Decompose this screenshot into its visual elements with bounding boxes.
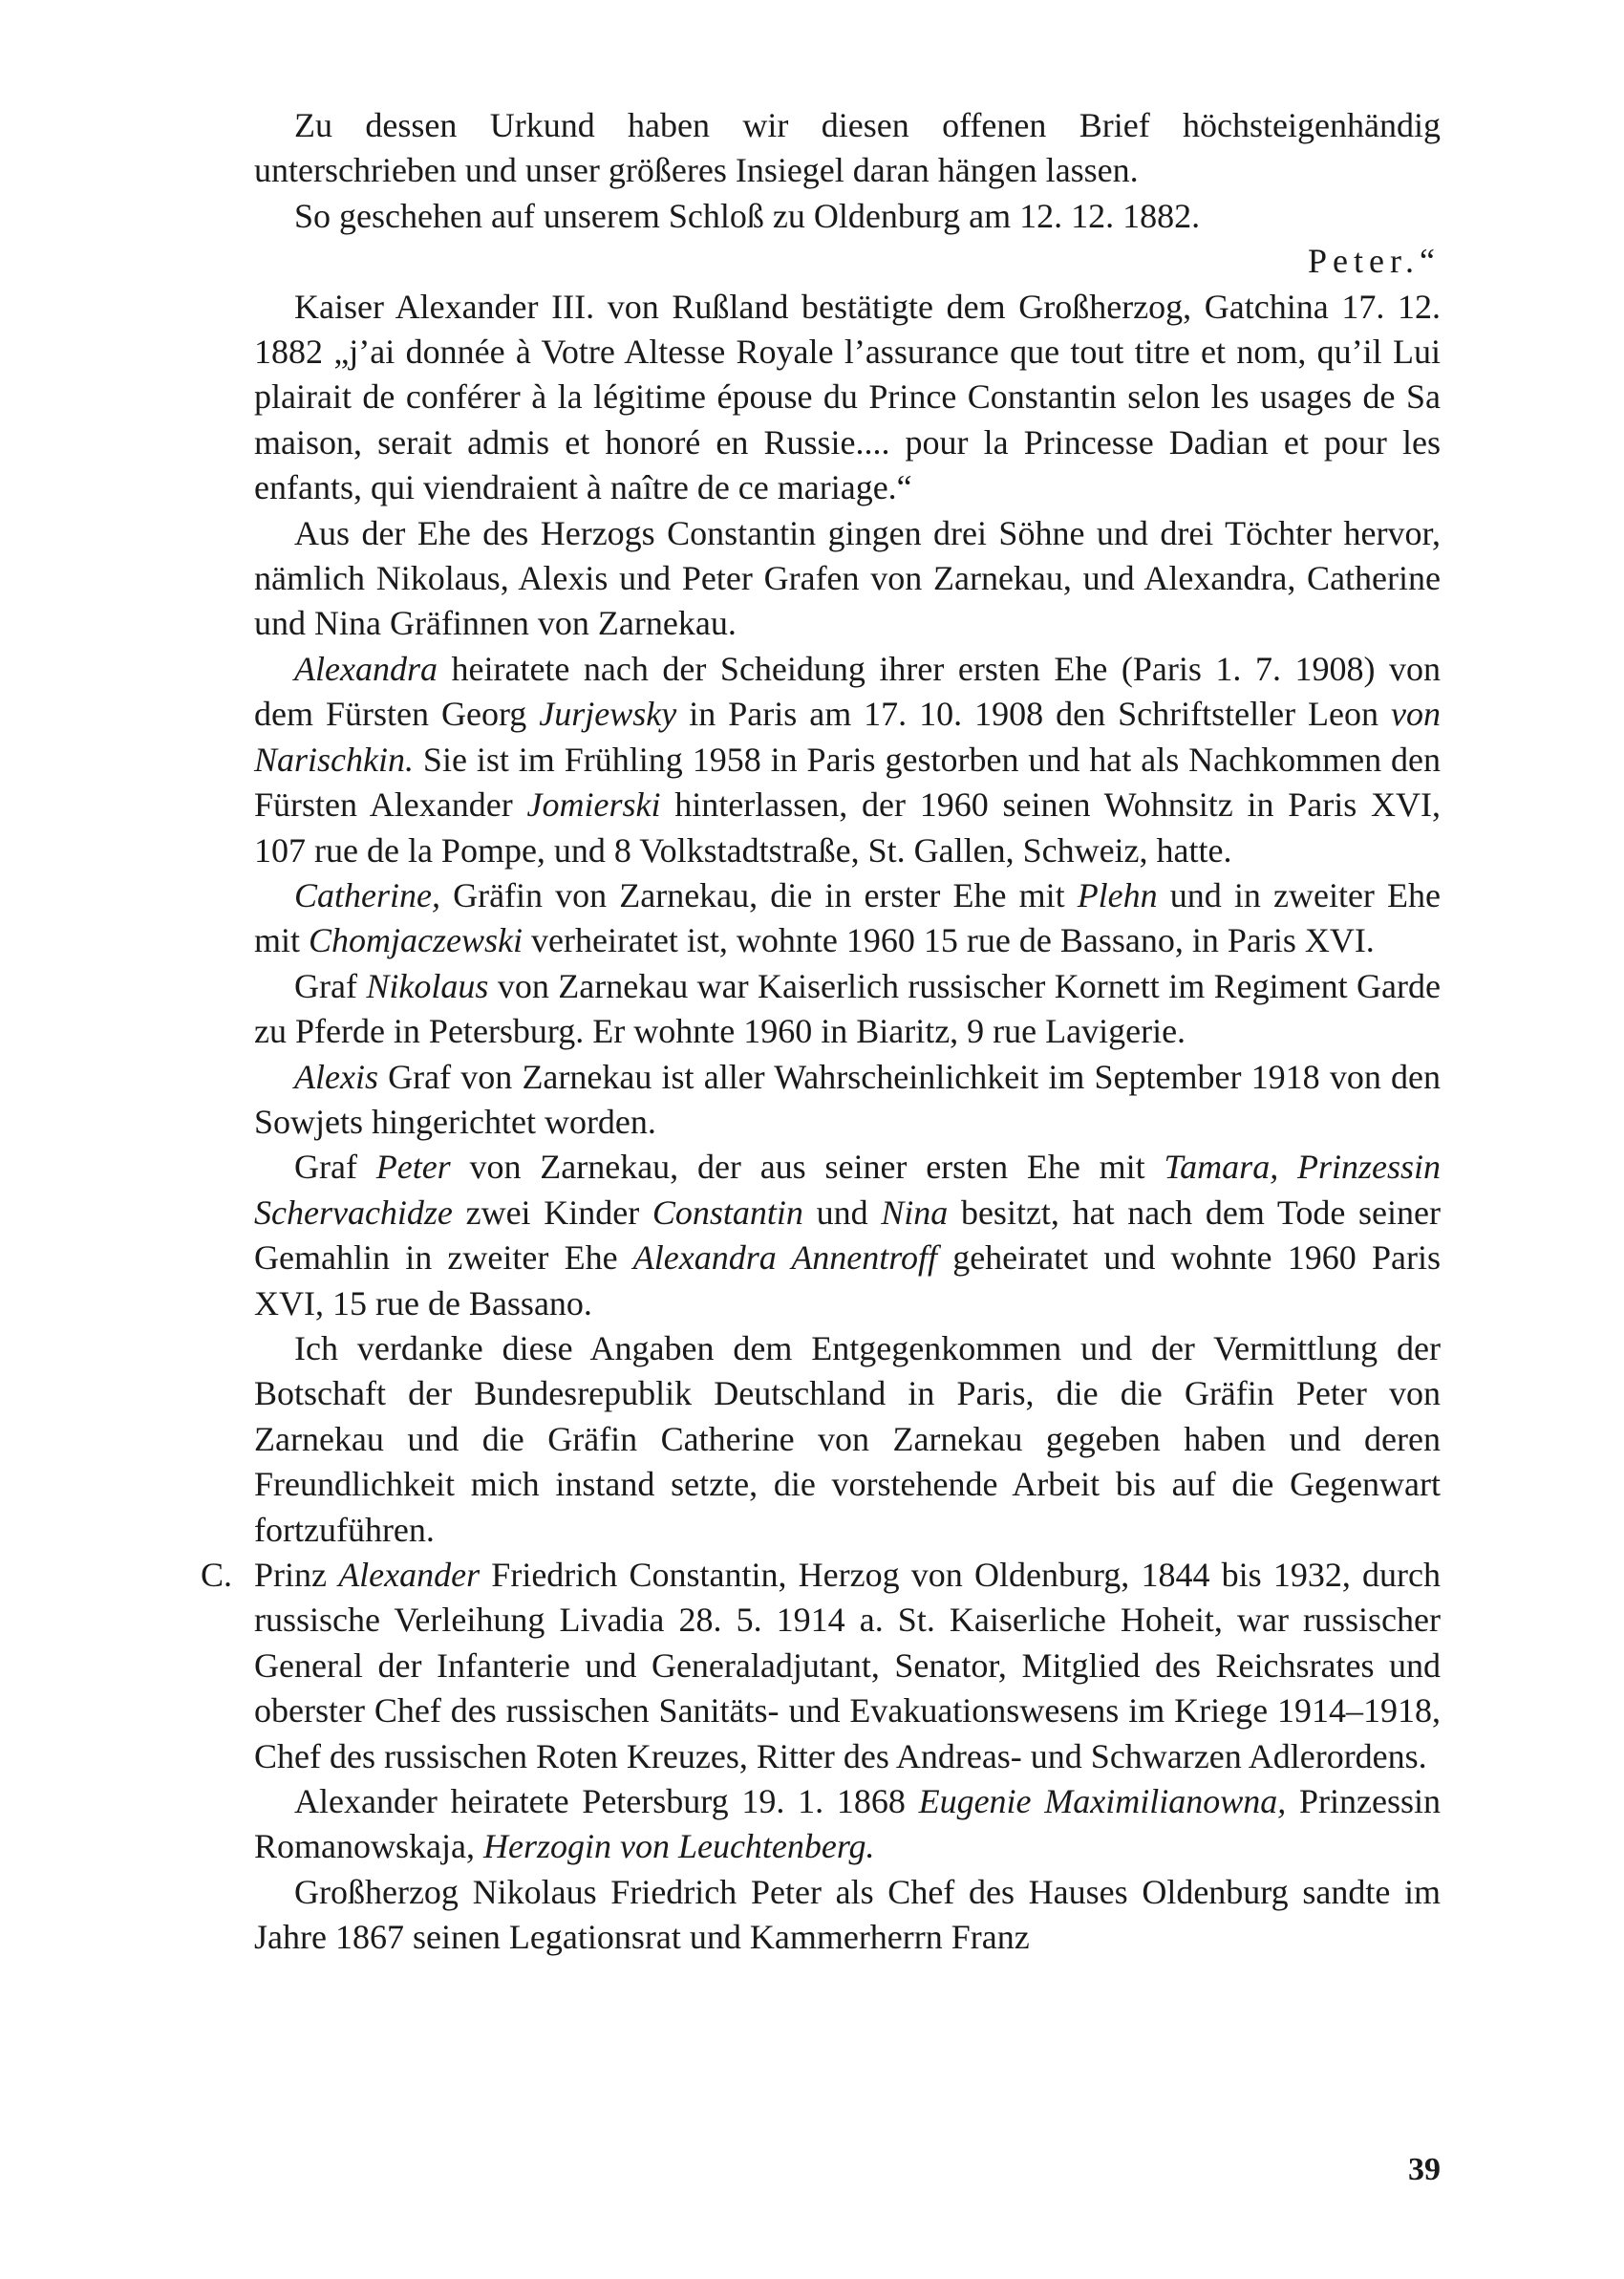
signature-line [254, 239, 1441, 284]
italic-name: Tamara, Prinzessin Schervachidze [254, 1148, 1441, 1232]
text-run: Zu dessen Urkund haben wir diesen offenen Brief höchsteigenhändig unterschrieben und unser größeres Insiegel daran hängen lassen. [254, 106, 1441, 190]
italic-name: Alexander [338, 1556, 481, 1594]
text-run: von Zarnekau, der aus seiner ersten Ehe mit [450, 1148, 1165, 1187]
italic-name: Nikolaus [366, 966, 489, 1005]
page-number: 39 [1408, 2152, 1441, 2187]
text-run: heiratete nach der Scheidung ihrer ersten Ehe (Paris 1. 7. 1908) von dem Fürsten Georg [254, 649, 1441, 734]
paragraph [254, 964, 1441, 1055]
text-run: besitzt, hat nach dem Tode seiner Gemahlin in zweiter Ehe [254, 1193, 1441, 1278]
text-run: Kaiser Alexander III. von Rußland bestätigte dem Großherzog, Gatchina 17. 12. 1882 „j’ai donnée à Votre Altesse Royale l’assurance que tout titre et nom, qu’il Lui plairait de conférer à la légitime épouse du Prince Constantin selon les usages de Sa maison, serait admis et honoré en Russie.... pour la Princesse Dadian et pour les enfants, qui viendraient à naître de ce mariage.“ [254, 287, 1441, 507]
italic-name: Jomierski [526, 785, 661, 825]
section-paragraph [201, 1553, 1442, 1779]
italic-name: Jurjewsky [539, 695, 677, 734]
text-run: Ich verdanke diese Angaben dem Entgegenkommen und der Vermittlung der Botschaft der Bundesrepublik Deutschland in Paris, die die Gräfin Peter von Zarnekau und die Gräfin Catherine von Zarnekau gegeben haben und deren Freundlichkeit mich instand setzte, die vorstehende Arbeit bis auf die Gegenwart fortzuführen. [254, 1328, 1441, 1549]
paragraph [254, 1145, 1441, 1326]
text-run: Aus der Ehe des Herzogs Constantin gingen drei Söhne und drei Töchter hervor, nämlich Nikolaus, Alexis und Peter Grafen von Zarnekau, und Alexandra, Catherine und Nina Gräfinnen von Zarnekau. [254, 513, 1441, 643]
text-run: Sie ist im Frühling 1958 in Paris gestorben und hat als Nachkommen den Fürsten Alexander [254, 740, 1441, 825]
italic-name: von Narischkin. [254, 695, 1442, 779]
italic-name: Alexandra [294, 649, 438, 688]
text-run: Graf [294, 966, 367, 1005]
italic-name: Chomjaczewski [309, 921, 523, 960]
italic-name: Eugenie Maximilianowna, [918, 1782, 1287, 1821]
paragraph [254, 194, 1441, 239]
text-run: Gräfin von Zarnekau, die in erster Ehe mit [439, 875, 1078, 914]
text-run: Großherzog Nikolaus Friedrich Peter als Chef des Hauses Oldenburg sandte im Jahre 1867 seinen Legationsrat und Kammerherrn Franz [254, 1872, 1441, 1957]
text-run: So geschehen auf unserem Schloß zu Oldenburg am 12. 12. 1882. [294, 196, 1201, 235]
text-run: Peter.“ [1308, 242, 1441, 281]
text-run: Prinzessin Romanowskaja, [254, 1782, 1441, 1866]
text-run: Graf von Zarnekau ist aller Wahrscheinlichkeit im September 1918 von den Sowjets hingerichtet worden. [254, 1057, 1441, 1141]
italic-name: Alexandra Annentroff [632, 1238, 937, 1278]
italic-name: Constantin [652, 1193, 803, 1232]
italic-name: Nina [881, 1193, 949, 1232]
text-run: Alexander heiratete Petersburg 19. 1. 1868 [294, 1782, 919, 1821]
text-run: verheiratet ist, wohnte 1960 15 rue de Bassano, in Paris XVI. [523, 921, 1375, 960]
text-run: und [802, 1193, 882, 1232]
paragraph [254, 1326, 1441, 1553]
text-run: hinterlassen, der 1960 seinen Wohnsitz in Paris XVI, 107 rue de la Pompe, und 8 Volkstadtstraße, St. Gallen, Schweiz, hatte. [254, 785, 1442, 870]
italic-name: Herzogin von Leuchtenberg. [482, 1827, 875, 1866]
italic-name: Catherine, [294, 875, 440, 914]
section-marker: C. [201, 1556, 233, 1594]
text-run: von Zarnekau war Kaiserlich russischer Kornett im Regiment Garde zu Pferde in Petersburg. Er wohnte 1960 in Biaritz, 9 rue Lavigerie. [254, 966, 1442, 1051]
text-run: Friedrich Constantin, Herzog von Oldenburg, 1844 bis 1932, durch russische Verleihung Livadia 28. 5. 1914 a. St. Kaiserliche Hoheit, war russischer General der Infanterie und Generaladjutant, Senator, Mitglied des Reichsrates und oberster Chef des russischen Sanitäts- und Evakuationswesens im Kriege 1914–1918, Chef des russischen Roten Kreuzes, Ritter des Andreas- und Schwarzen Adlerordens. [254, 1556, 1442, 1775]
text-run: zwei Kinder [452, 1193, 652, 1232]
paragraph [254, 873, 1441, 964]
paragraph [254, 285, 1441, 511]
italic-name: Peter [375, 1148, 451, 1187]
body-text [201, 103, 1442, 1961]
italic-name: Plehn [1077, 875, 1158, 914]
paragraph [254, 1055, 1441, 1146]
text-run: Prinz [254, 1556, 339, 1594]
italic-name: Alexis [294, 1057, 378, 1096]
paragraph [254, 511, 1441, 647]
paragraph [254, 1870, 1441, 1961]
text-run: geheiratet und wohnte 1960 Paris XVI, 15 rue de Bassano. [254, 1238, 1441, 1322]
paragraph [254, 1779, 1441, 1870]
paragraph [254, 103, 1441, 194]
paragraph [254, 647, 1441, 873]
text-run: in Paris am 17. 10. 1908 den Schriftsteller Leon [676, 695, 1392, 734]
text-run: Graf [294, 1148, 376, 1187]
text-run: und in zweiter Ehe mit [254, 875, 1441, 960]
